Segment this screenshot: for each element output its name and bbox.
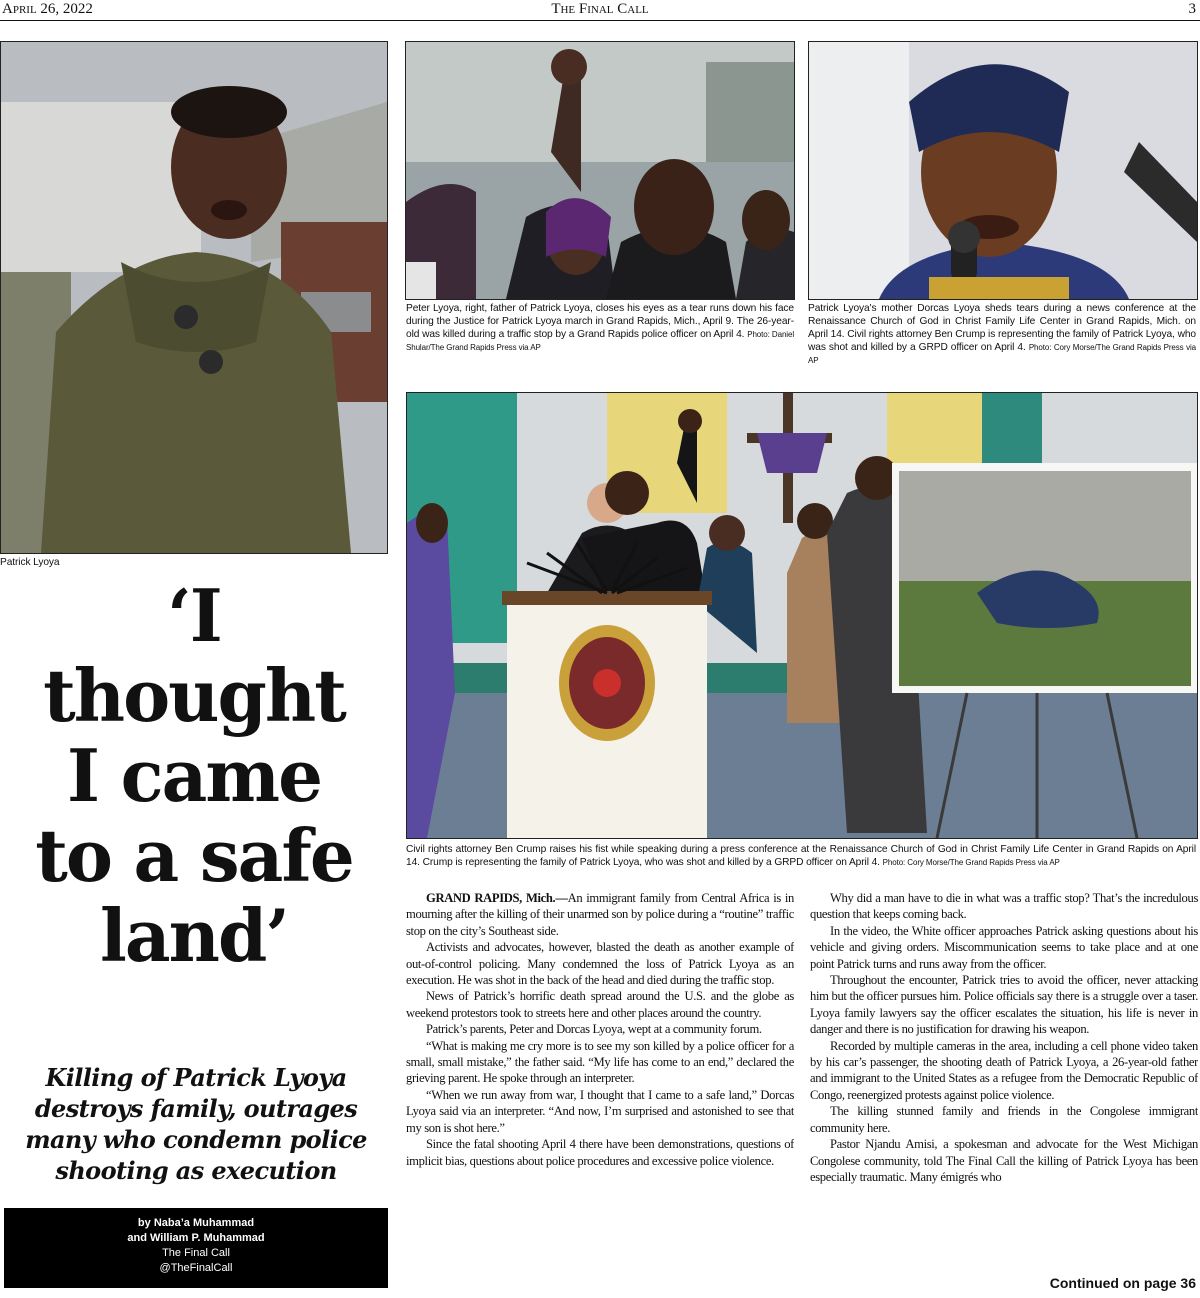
publication-name: The Final Call bbox=[551, 1, 649, 17]
headline-line: land’ bbox=[100, 893, 288, 978]
byline-authors: by Naba’a Muhammad bbox=[137, 1217, 255, 1229]
headline-line: to a safe bbox=[35, 813, 353, 898]
photo-credit: Photo: Cory Morse/The Grand Rapids Press via AP bbox=[808, 343, 1196, 365]
headline bbox=[4, 573, 384, 978]
article-paragraph: In the video, the White officer approaches Patrick asking questions about his vehicle and giving orders. Miscommunication seems to take place and at one point Patrick turns and runs away from the officer. bbox=[810, 923, 1198, 971]
caption-text: Civil rights attorney Ben Crump raises his fist while speaking during a press conference at the Renaissance Church of God in Christ Family Life Center in Grand Rapids on April 14. Crump is representing the family of Patrick Lyoya, who was shot and killed by a GRPD officer on April 4. bbox=[406, 844, 1196, 868]
caption-text: Peter Lyoya, right, father of Patrick Lyoya, closes his eyes as a tear runs down his face during the Justice for Patrick Lyoya march in Grand Rapids, Mich., April 9. The 26-year-old was killed during a traffic stop by a Grand Rapids police officer on April 4. bbox=[406, 303, 794, 340]
article-paragraph: GRAND RAPIDS, Mich.—An immigrant family from Central Africa is in mourning after the killing of their unarmed son by police during a “routine” traffic stop on the city’s Southeast side. bbox=[406, 891, 794, 938]
article-paragraph: News of Patrick’s horrific death spread around the U.S. and the globe as weekend protestors took to streets here and other places around the country. bbox=[406, 989, 794, 1020]
caption-patrick-lyoya: Patrick Lyoya bbox=[0, 557, 60, 568]
article-paragraph: Throughout the encounter, Patrick tries to avoid the officer, never attacking him but the officer pursues him. Police officials say there is a struggle over a taser. Lyoya family lawyers say the officer escalates the situation, his life is never in danger and there is no justification for drawing his weapon. bbox=[810, 973, 1198, 1037]
article-paragraph: The killing stunned family and friends in the Congolese immigrant community here. bbox=[810, 1104, 1198, 1135]
caption-ben-crump bbox=[406, 843, 1196, 869]
byline-handle: @TheFinalCall bbox=[159, 1262, 233, 1274]
article-paragraph: Patrick’s parents, Peter and Dorcas Lyoya, wept at a community forum. bbox=[426, 1022, 762, 1037]
byline-box bbox=[4, 1208, 388, 1288]
article-paragraph: Recorded by multiple cameras in the area, including a cell phone video taken by his car’s passenger, the shooting death of Patrick Lyoya, a 26-year-old father and immigrant to the United States as a refugee from the Democratic Republic of Congo, reenergized protests against police violence. bbox=[810, 1038, 1198, 1102]
subhead-line: many who condemn police bbox=[25, 1125, 367, 1154]
article-paragraph: Pastor Njandu Amisi, a spokesman and advocate for the West Michigan Congolese community, told The Final Call the killing of Patrick Lyoya has been especially traumatic. Many émigrés who bbox=[810, 1137, 1198, 1184]
byline-authors: and William P. Muhammad bbox=[127, 1232, 265, 1244]
byline-outlet: The Final Call bbox=[162, 1247, 230, 1259]
masthead bbox=[0, 0, 1200, 21]
article-column-1 bbox=[406, 890, 794, 1282]
issue-date: April 26, 2022 bbox=[2, 1, 93, 17]
dateline: GRAND RAPIDS, Mich.— bbox=[426, 891, 568, 905]
caption-text: Patrick Lyoya's mother Dorcas Lyoya sheds tears during a news conference at the Renaissance Church of God in Christ Family Life Center in Grand Rapids, Mich. on April 14. Civil rights attorney Ben Crump is representing the family of Patrick Lyoya, who was shot and killed by a GRPD officer on April 4. bbox=[808, 303, 1196, 353]
headline-line: ‘I bbox=[167, 573, 221, 658]
photo-dorcas-lyoya bbox=[808, 41, 1198, 300]
article-paragraph: Why did a man have to die in what was a traffic stop? That’s the incredulous question that keeps coming back. bbox=[810, 891, 1198, 922]
continued-on-link[interactable]: Continued on page 36 bbox=[1049, 1275, 1196, 1291]
subhead-line: shooting as execution bbox=[55, 1156, 337, 1185]
article-paragraph: Since the fatal shooting April 4 there have been demonstrations, questions of implicit bias, questions about police procedures and excessive police violence. bbox=[406, 1137, 794, 1168]
photo-patrick-lyoya bbox=[0, 41, 388, 554]
caption-dorcas-lyoya bbox=[808, 302, 1196, 367]
headline-line: thought bbox=[43, 653, 345, 738]
article-paragraph: “What is making me cry more is to see my son killed by a police officer for a small, small mistake,” the father said. “My life has come to an end,” declared the grieving parent. He spoke through an interpreter. bbox=[406, 1038, 794, 1086]
page-number: 3 bbox=[1188, 1, 1196, 17]
headline-line: I came bbox=[66, 733, 322, 818]
photo-credit: Photo: Daniel Shular/The Grand Rapids Press via AP bbox=[406, 330, 794, 352]
photo-peter-lyoya bbox=[405, 41, 795, 300]
article-column-2 bbox=[810, 890, 1198, 1272]
subhead-line: destroys family, outrages bbox=[34, 1094, 358, 1123]
article-paragraph: Activists and advocates, however, blasted the death as another example of out-of-control policing. Many condemned the loss of Patrick Lyoya as an execution. He was shot in the back of the head and died during the traffic stop. bbox=[406, 940, 794, 988]
photo-credit: Photo: Cory Morse/The Grand Rapids Press via AP bbox=[882, 858, 1060, 867]
article-paragraph: “When we run away from war, I thought that I came to a safe land,” Dorcas Lyoya said via an interpreter. “And now, I’m surprised and astonished to see that my son is shot here.” bbox=[406, 1087, 794, 1135]
photo-ben-crump-press-conference bbox=[406, 392, 1198, 839]
subheadline bbox=[0, 1062, 392, 1186]
caption-peter-lyoya bbox=[406, 302, 794, 354]
subhead-line: Killing of Patrick Lyoya bbox=[45, 1063, 347, 1092]
